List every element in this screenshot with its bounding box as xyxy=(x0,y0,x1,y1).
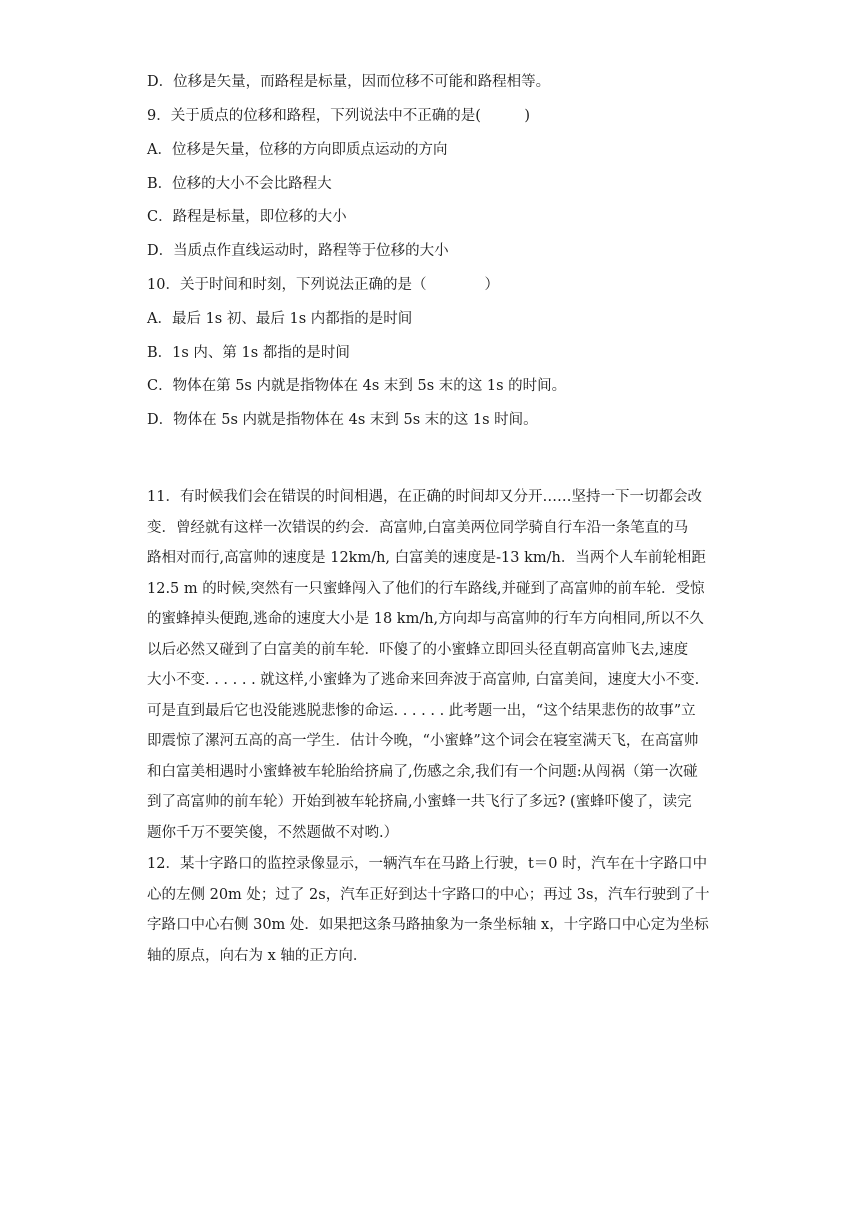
q12-line: 轴的原点，向右为 x 轴的正方向． xyxy=(147,947,368,964)
q11-line: 路相对而行,高富帅的速度是 12km/h, 白富美的速度是-13 km/h．当两个人车前轮相距 xyxy=(147,550,706,566)
q9-option-a: A．位移是矢量，位移的方向即质点运动的方向 xyxy=(147,142,448,158)
q10-option-d: D．物体在 5s 内就是指物体在 4s 末到 5s 末的这 1s 时间。 xyxy=(147,412,538,428)
q11-line: 即震惊了漯河五高的高一学生．估计今晚，“小蜜蜂”这个词会在寝室满天飞，在高富帅 xyxy=(147,733,699,749)
q11-line: 12.5 m 的时候,突然有一只蜜蜂闯入了他们的行车路线,并碰到了高富帅的前车轮．受惊 xyxy=(147,580,705,597)
q11-line: 和白富美相遇时小蜜蜂被车轮胎给挤扁了,伤感之余,我们有一个问题:从闯祸（第一次碰 xyxy=(147,763,698,780)
q12-line: 12．某十字路口的监控录像显示，一辆汽车在马路上行驶，t＝0 时，汽车在十字路口中 xyxy=(147,856,708,872)
q12-paragraph xyxy=(147,849,721,971)
q9-option-b: B．位移的大小不会比路程大 xyxy=(147,176,332,192)
q8-option-d: D．位移是矢量，而路程是标量，因而位移不可能和路程相等。 xyxy=(147,74,551,90)
q10-option-c: C．物体在第 5s 内就是指物体在 4s 末到 5s 末的这 1s 的时间。 xyxy=(147,378,567,394)
q11-line: 大小不变. . . . . . 就这样,小蜜蜂为了逃命来回奔波于高富帅, 白富美间，速度大小不变. xyxy=(147,672,700,688)
q9-stem: 9．关于质点的位移和路程，下列说法中不正确的是( ) xyxy=(147,108,531,124)
q11-line: 题你千万不要笑傻，不然题做不对哟.） xyxy=(147,824,399,841)
q11-paragraph xyxy=(147,482,721,848)
q10-option-a: A．最后 1s 初、最后 1s 内都指的是时间 xyxy=(147,311,413,327)
q11-line: 11．有时候我们会在错误的时间相遇，在正确的时间却又分开……坚持一下一切都会改 xyxy=(147,489,702,505)
q11-line: 变．曾经就有这样一次错误的约会．高富帅,白富美两位同学骑自行车沿一条笔直的马 xyxy=(147,519,689,536)
q9-option-d: D．当质点作直线运动时，路程等于位移的大小 xyxy=(147,243,449,259)
q11-line: 到了高富帅的前车轮）开始到被车轮挤扁,小蜜蜂一共飞行了多远? (蜜蜂吓傻了，读完 xyxy=(147,794,692,810)
q9-option-c: C．路程是标量，即位移的大小 xyxy=(147,209,347,225)
q10-stem: 10．关于时间和时刻，下列说法正确的是（ ） xyxy=(147,277,499,293)
q11-line: 以后必然又碰到了白富美的前车轮．吓傻了的小蜜蜂立即回头径直朝高富帅飞去,速度 xyxy=(147,641,689,658)
q10-option-b: B．1s 内、第 1s 都指的是时间 xyxy=(147,345,350,361)
q12-line: 字路口中心右侧 30m 处．如果把这条马路抽象为一条坐标轴 x，十字路口中心定为坐标 xyxy=(147,917,709,933)
q11-line: 可是直到最后它也没能逃脱悲惨的命运. . . . . . 此考题一出，“这个结果悲伤的故事”立 xyxy=(147,702,696,719)
q12-line: 心的左侧 20m 处；过了 2s，汽车正好到达十字路口的中心；再过 3s，汽车行驶到了十 xyxy=(147,886,710,903)
q11-line: 的蜜蜂掉头便跑,逃命的速度大小是 18 km/h,方向却与高富帅的行车方向相同,所以不久 xyxy=(147,611,704,627)
